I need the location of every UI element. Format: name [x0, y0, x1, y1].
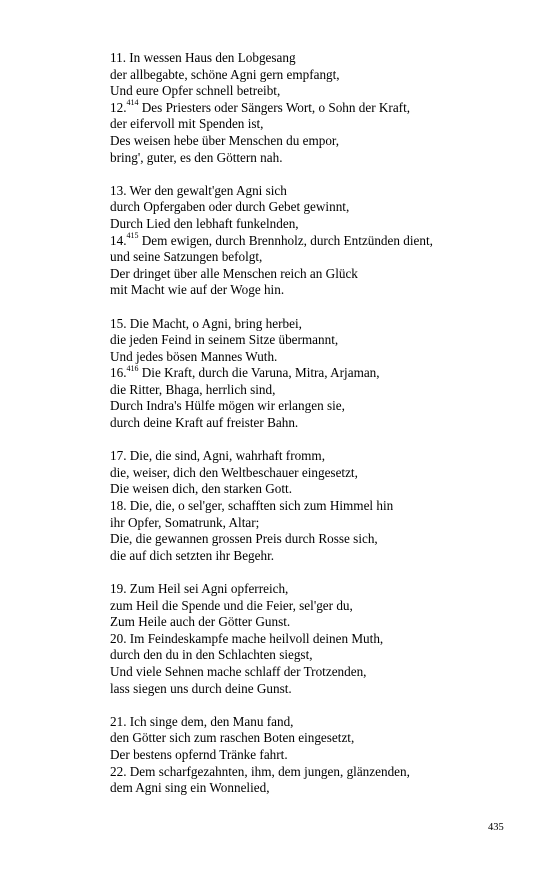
- verse-line: [110, 67, 530, 84]
- verse-line: [110, 133, 530, 150]
- footnote-marker: 415: [126, 231, 139, 241]
- verse-line-text: Und eure Opfer schnell betreibt,: [110, 83, 281, 99]
- verse-line-text: dem Agni sing ein Wonnelied,: [110, 780, 270, 796]
- verse-number: 12.: [110, 99, 127, 115]
- verse-line-text: 22. Dem scharfgezahnten, ihm, dem jungen, glänzenden,: [110, 763, 410, 779]
- verse-line-text: Der bestens opfernd Tränke fahrt.: [110, 746, 288, 762]
- verse-line-text: den Götter sich zum raschen Boten eingesetzt,: [110, 730, 355, 746]
- verse-line: [110, 183, 530, 200]
- verse-line-text: Durch Indra's Hülfe mögen wir erlangen sie,: [110, 398, 345, 414]
- verse-line: [110, 415, 530, 432]
- verse-line-text: 13. Wer den gewalt'gen Agni sich: [110, 182, 287, 198]
- verse-line: [110, 266, 530, 283]
- verse-number: 16.: [110, 365, 127, 381]
- verse-line: [110, 216, 530, 233]
- verse-line: [110, 398, 530, 415]
- verse-line: [110, 249, 530, 266]
- verse-line-text: 17. Die, die sind, Agni, wahrhaft fromm,: [110, 448, 325, 464]
- verse-line: [110, 233, 530, 250]
- footnote-marker: 416: [126, 363, 139, 373]
- verse-number: 14.: [110, 232, 127, 248]
- verse-line-text: und seine Satzungen befolgt,: [110, 249, 263, 265]
- verse-line: [110, 730, 530, 747]
- verse-line: [110, 498, 530, 515]
- verse-line-text: mit Macht wie auf der Woge hin.: [110, 282, 285, 298]
- verse-line-text: Und viele Sehnen mache schlaff der Trotzenden,: [110, 663, 367, 679]
- verse-line-text: Der dringet über alle Menschen reich an Glück: [110, 265, 358, 281]
- verse-line-text: Die weisen dich, den starken Gott.: [110, 481, 293, 497]
- verse-line: [110, 332, 530, 349]
- verse-line-text: Des weisen hebe über Menschen du empor,: [110, 132, 340, 148]
- verse-line: [110, 747, 530, 764]
- verse-line-text: der eifervoll mit Spenden ist,: [110, 116, 264, 132]
- verse-line: [110, 282, 530, 299]
- verse-line-text: 15. Die Macht, o Agni, bring herbei,: [110, 315, 302, 331]
- stanza: [110, 581, 530, 697]
- verse-line: [110, 581, 530, 598]
- verse-line: [110, 465, 530, 482]
- verse-line-text: die jeden Feind in seinem Sitze übermannt,: [110, 332, 339, 348]
- stanza: [110, 714, 530, 797]
- verse-line-text: lass siegen uns durch deine Gunst.: [110, 680, 292, 696]
- verse-line-text: Zum Heile auch der Götter Gunst.: [110, 614, 291, 630]
- verse-line: [110, 681, 530, 698]
- verse-line: [110, 647, 530, 664]
- verse-line-text: durch den du in den Schlachten siegst,: [110, 647, 313, 663]
- verse-line: [110, 548, 530, 565]
- stanza: [110, 316, 530, 432]
- stanza: [110, 183, 530, 299]
- verse-line-text: Und jedes bösen Mannes Wuth.: [110, 348, 278, 364]
- verse-line: [110, 515, 530, 532]
- verse-line: [110, 316, 530, 333]
- verse-line-text: ihr Opfer, Somatrunk, Altar;: [110, 514, 260, 530]
- verse-line-text: durch Opfergaben oder durch Gebet gewinnt,: [110, 199, 350, 215]
- stanza: [110, 448, 530, 564]
- verse-line: [110, 631, 530, 648]
- stanza: [110, 50, 530, 166]
- verse-line: [110, 764, 530, 781]
- verse-line-text: die, weiser, dich den Weltbeschauer eingesetzt,: [110, 464, 358, 480]
- verse-line: [110, 199, 530, 216]
- verse-line: [110, 50, 530, 67]
- verse-line: [110, 150, 530, 167]
- page-number: 435: [488, 822, 504, 833]
- verse-line-text: bring', guter, es den Göttern nah.: [110, 149, 283, 165]
- verse-line: [110, 100, 530, 117]
- verse-line-text: Des Priesters oder Sängers Wort, o Sohn der Kraft,: [138, 99, 411, 115]
- verse-line-text: durch deine Kraft auf freister Bahn.: [110, 415, 299, 431]
- verse-line: [110, 349, 530, 366]
- verse-line-text: 11. In wessen Haus den Lobgesang: [110, 50, 296, 65]
- verse-line-text: die auf dich setzten ihr Begehr.: [110, 547, 275, 563]
- verse-line-text: der allbegabte, schöne Agni gern empfangt,: [110, 66, 340, 82]
- verse-line: [110, 83, 530, 100]
- verse-line-text: 20. Im Feindeskampfe mache heilvoll deinen Muth,: [110, 630, 384, 646]
- verse-line-text: Die, die gewannen grossen Preis durch Rosse sich,: [110, 531, 378, 547]
- verse-line: [110, 714, 530, 731]
- verse-text-block: [110, 50, 530, 813]
- verse-line-text: Die Kraft, durch die Varuna, Mitra, Arjaman,: [138, 365, 380, 381]
- verse-line: [110, 481, 530, 498]
- verse-line: [110, 365, 530, 382]
- verse-line: [110, 382, 530, 399]
- verse-line-text: 21. Ich singe dem, den Manu fand,: [110, 713, 294, 729]
- verse-line-text: 19. Zum Heil sei Agni opferreich,: [110, 581, 289, 596]
- verse-line: [110, 531, 530, 548]
- verse-line: [110, 664, 530, 681]
- verse-line-text: zum Heil die Spende und die Feier, sel'ger du,: [110, 597, 353, 613]
- verse-line: [110, 116, 530, 133]
- verse-line-text: die Ritter, Bhaga, herrlich sind,: [110, 381, 276, 397]
- verse-line: [110, 614, 530, 631]
- verse-line-text: Durch Lied den lebhaft funkelnden,: [110, 215, 299, 231]
- verse-line: [110, 448, 530, 465]
- footnote-marker: 414: [126, 98, 139, 108]
- verse-line: [110, 598, 530, 615]
- verse-line: [110, 780, 530, 797]
- verse-line-text: 18. Die, die, o sel'ger, schafften sich zum Himmel hin: [110, 498, 394, 514]
- verse-line-text: Dem ewigen, durch Brennholz, durch Entzünden dient,: [138, 232, 433, 248]
